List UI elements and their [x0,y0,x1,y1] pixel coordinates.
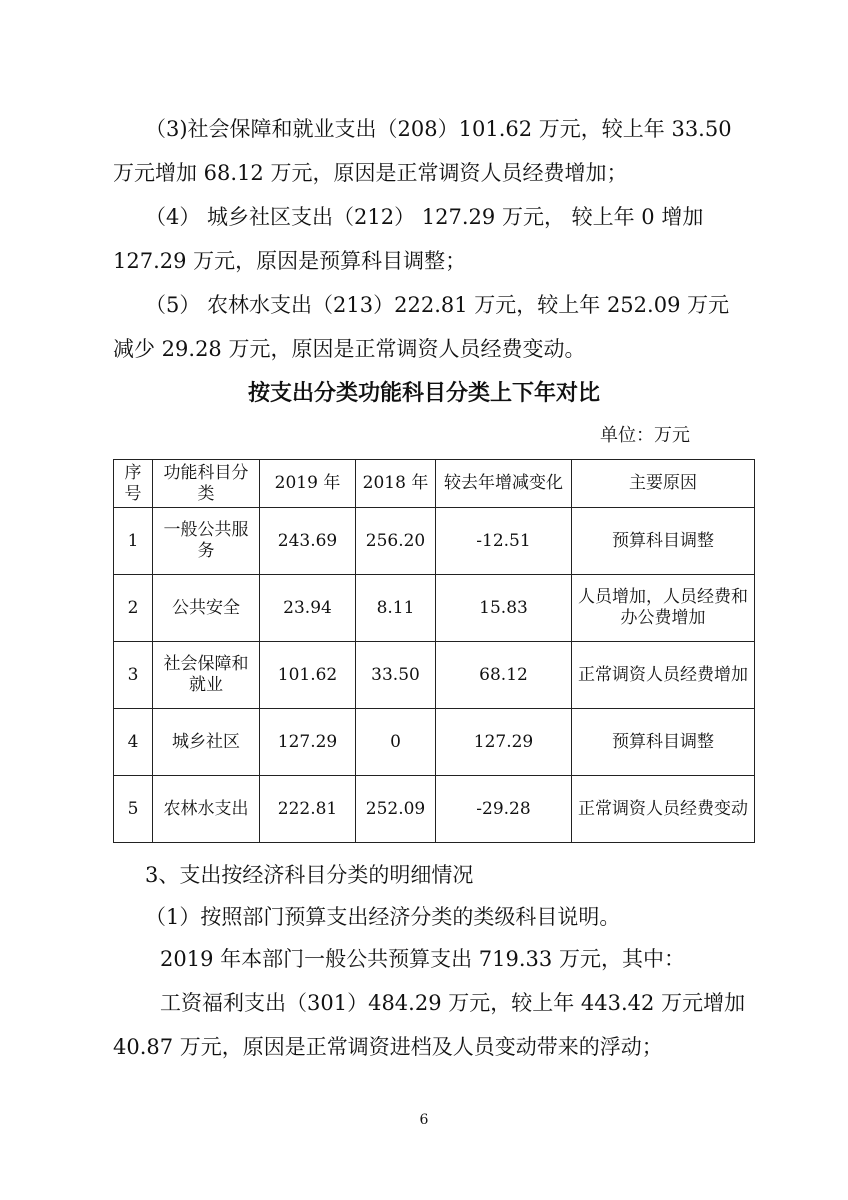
table-cell: 243.69 [260,508,356,575]
table-cell: 一般公共服务 [153,508,260,575]
table-cell: 5 [114,776,153,843]
table-cell: 正常调资人员经费增加 [572,642,755,709]
table-cell: 23.94 [260,575,356,642]
paragraph-line: 工资福利支出（301）484.29 万元，较上年 443.42 万元增加 [160,991,746,1015]
table-header-row [114,460,755,508]
paragraph-line: 3、支出按经济科目分类的明细情况 [145,863,474,887]
table-row [114,776,755,843]
table-cell: 252.09 [356,776,436,843]
header-cell: 序号 [114,460,153,508]
table-cell: 15.83 [436,575,572,642]
paragraph-line: （4） 城乡社区支出（212） 127.29 万元， 较上年 0 增加 [145,205,704,229]
unit-label: 单位：万元 [600,425,690,446]
table-cell: 正常调资人员经费变动 [572,776,755,843]
table-cell: 公共安全 [153,575,260,642]
header-cell: 较去年增减变化 [436,460,572,508]
table-cell: 33.50 [356,642,436,709]
table-cell: 1 [114,508,153,575]
header-cell: 2018 年 [356,460,436,508]
table-cell: 127.29 [260,709,356,776]
table-cell: -12.51 [436,508,572,575]
header-cell: 2019 年 [260,460,356,508]
header-cell: 功能科目分类 [153,460,260,508]
paragraph-line: 127.29 万元，原因是预算科目调整； [113,249,467,273]
paragraph-line: （5） 农林水支出（213）222.81 万元，较上年 252.09 万元 [145,293,730,317]
table-cell: 人员增加，人员经费和办公费增加 [572,575,755,642]
table-title: 按支出分类功能科目分类上下年对比 [247,381,600,406]
table-cell: 预算科目调整 [572,709,755,776]
table-row [114,508,755,575]
table-cell: 101.62 [260,642,356,709]
table-row [114,709,755,776]
table-cell: 4 [114,709,153,776]
table-cell: 256.20 [356,508,436,575]
table-cell: 农林水支出 [153,776,260,843]
paragraph-line: 2019 年本部门一般公共预算支出 719.33 万元，其中： [160,947,685,971]
table-cell: 社会保障和就业 [153,642,260,709]
paragraph-line: 40.87 万元，原因是正常调资进档及人员变动带来的浮动； [113,1035,663,1059]
table-cell: 预算科目调整 [572,508,755,575]
header-cell: 主要原因 [572,460,755,508]
table-row [114,642,755,709]
table-cell: 68.12 [436,642,572,709]
page-number: 6 [419,1112,429,1128]
table-cell: 222.81 [260,776,356,843]
comparison-table [113,459,755,843]
paragraph-line: （1）按照部门预算支出经济分类的类级科目说明。 [145,905,621,929]
paragraph-line: 减少 29.28 万元，原因是正常调资人员经费变动。 [113,337,586,361]
table-cell: 8.11 [356,575,436,642]
table-row [114,575,755,642]
table-cell: 0 [356,709,436,776]
table-cell: 127.29 [436,709,572,776]
paragraph-line: （3)社会保障和就业支出（208）101.62 万元，较上年 33.50 [145,117,732,141]
table-cell: 3 [114,642,153,709]
paragraph-line: 万元增加 68.12 万元，原因是正常调资人员经费增加； [113,161,628,185]
table-cell: 城乡社区 [153,709,260,776]
table-cell: 2 [114,575,153,642]
table-cell: -29.28 [436,776,572,843]
